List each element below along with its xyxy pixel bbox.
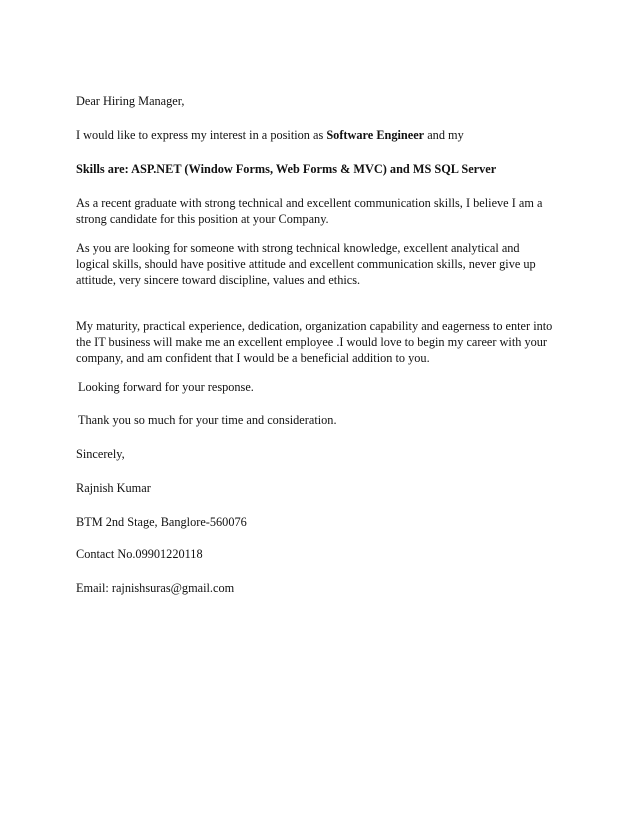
- skills-line: [76, 161, 568, 177]
- paragraph-skills: [76, 240, 568, 288]
- closing-text: Looking forward for your response.: [78, 380, 254, 394]
- paragraph-line: the IT business will make me an excellent employee .I would love to begin my career with your: [76, 335, 548, 349]
- closing-looking-forward: [78, 379, 570, 395]
- sender-contact: [76, 546, 568, 562]
- position-title: Software Engineer: [326, 128, 425, 142]
- paragraph-line: strong candidate for this position at your Company.: [76, 212, 329, 226]
- sender-email-text: Email: rajnishsuras@gmail.com: [76, 581, 235, 595]
- signoff: [76, 446, 568, 462]
- paragraph-line: company, and am confident that I would be a beneficial addition to you.: [76, 351, 430, 365]
- paragraph-graduate: [76, 195, 568, 227]
- paragraph-maturity: [76, 318, 568, 366]
- intro-line: [76, 127, 568, 143]
- sender-email: [76, 580, 568, 596]
- intro-prefix: I would like to express my interest in a position as: [76, 128, 327, 142]
- paragraph-line: As you are looking for someone with strong technical knowledge, excellent analytical and: [76, 241, 520, 255]
- closing-text: Thank you so much for your time and consideration.: [78, 413, 337, 427]
- paragraph-line: attitude, very sincere toward discipline, values and ethics.: [76, 273, 361, 287]
- sender-name: [76, 480, 568, 496]
- salutation: [76, 93, 568, 109]
- intro-suffix: and my: [424, 128, 464, 142]
- paragraph-line: As a recent graduate with strong technical and excellent communication skills, I believe I am a: [76, 196, 543, 210]
- sender-address: [76, 514, 568, 530]
- sender-address-text: BTM 2nd Stage, Banglore-560076: [76, 515, 247, 529]
- signoff-text: Sincerely,: [76, 447, 125, 461]
- salutation-text: Dear Hiring Manager,: [76, 94, 185, 108]
- closing-thanks: [78, 412, 570, 428]
- sender-name-text: Rajnish Kumar: [76, 481, 151, 495]
- sender-contact-text: Contact No.09901220118: [76, 547, 203, 561]
- paragraph-line: logical skills, should have positive attitude and excellent communication skills, never give up: [76, 257, 536, 271]
- paragraph-line: My maturity, practical experience, dedication, organization capability and eagerness to enter into: [76, 319, 553, 333]
- skills-text: Skills are: ASP.NET (Window Forms, Web Forms & MVC) and MS SQL Server: [76, 162, 497, 176]
